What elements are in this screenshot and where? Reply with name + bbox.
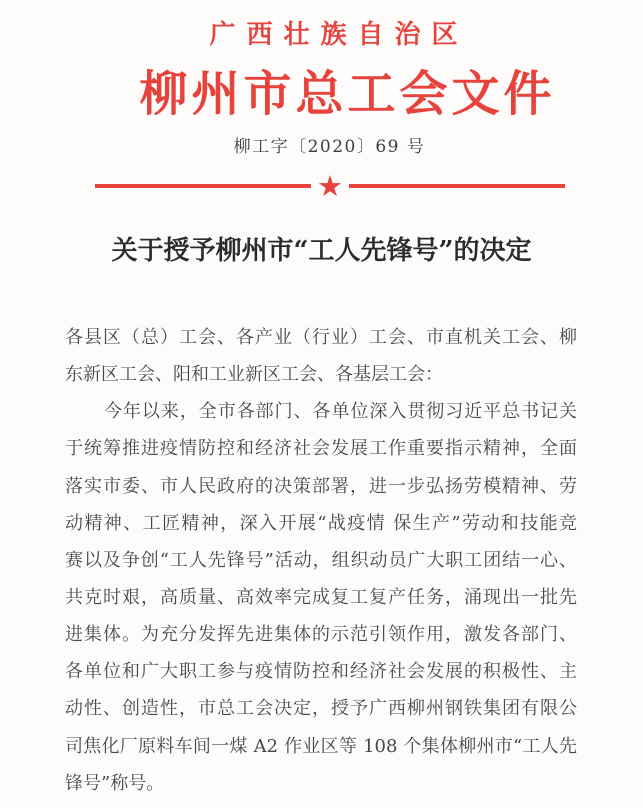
body-line: 锋号”称号。	[65, 772, 165, 794]
body-line: 动性、创造性，市总工会决定，授予广西柳州钢铁集团有限公	[65, 698, 577, 720]
document-body	[65, 319, 577, 802]
body-line: 今年以来，全市各部门、各单位深入贯彻习近平总书记关	[104, 401, 577, 423]
body-line: 落实市委、市人民政府的决策部署，进一步弘扬劳模精神、劳	[65, 475, 577, 497]
letterhead-rule	[95, 170, 565, 202]
body-line: 于统筹推进疫情防控和经济社会发展工作重要指示精神，全面	[65, 438, 577, 460]
star-icon: ★	[317, 169, 343, 203]
document-number: 柳工字〔2020〕69 号	[233, 137, 426, 157]
body-line: 司焦化厂原料车间一煤 A2 作业区等 108 个集体柳州市“工人先	[65, 735, 577, 757]
rule-left-segment	[95, 184, 311, 188]
body-line: 动精神、工匠精神，深入开展“战疫情 保生产”劳动和技能竞	[65, 512, 577, 534]
body-line: 各县区（总）工会、各产业（行业）工会、市直机关工会、柳	[65, 327, 577, 348]
body-line: 进集体。为充分发挥先进集体的示范引领作用，激发各部门、	[65, 624, 577, 646]
body-line: 东新区工会、阳和工业新区工会、各基层工会：	[65, 364, 443, 386]
rule-right-segment	[349, 184, 565, 188]
letterhead-region: 广西壮族自治区	[209, 20, 469, 50]
document-title: 关于授予柳州市“工人先锋号”的决定	[111, 236, 532, 266]
letterhead-org-title: 柳州市总工会文件	[139, 66, 556, 122]
body-line: 赛以及争创“工人先锋号”活动，组织动员广大职工团结一心、	[65, 549, 577, 571]
body-line: 共克时艰，高质量、高效率完成复工复产任务，涌现出一批先	[65, 586, 577, 608]
body-line: 各单位和广大职工参与疫情防控和经济社会发展的积极性、主	[65, 661, 577, 683]
